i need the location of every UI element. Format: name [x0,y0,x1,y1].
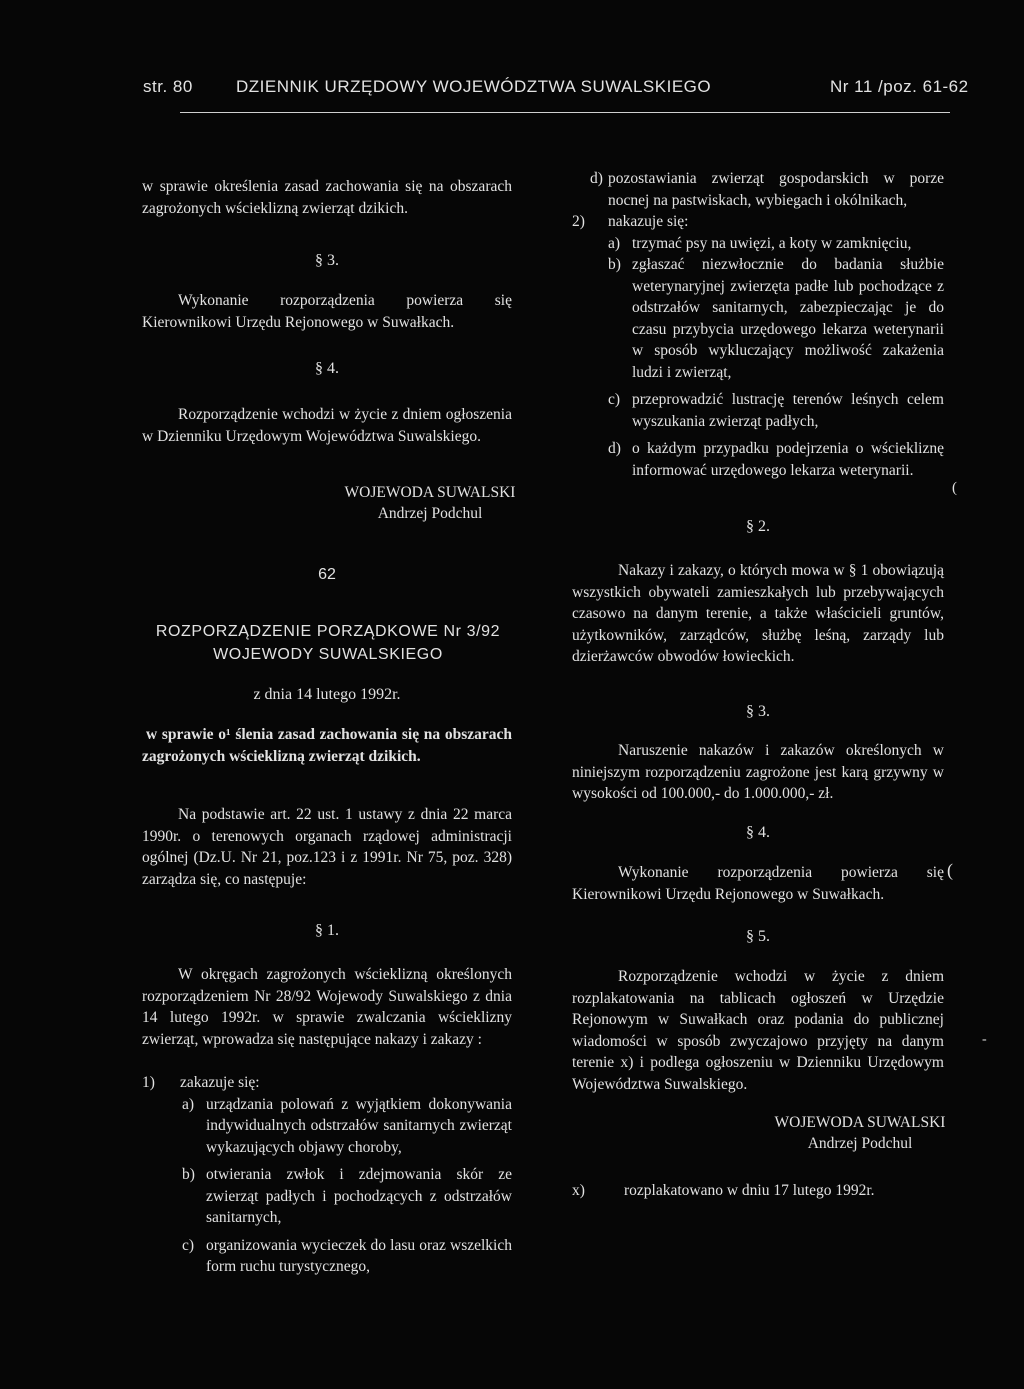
sec2-text: Nakazy i zakazy, o których mowa w § 1 obowiązują wszystkich obywateli zamieszkałych lub przebywających czasowo na danym terenie, a także właścicieli gruntów, użytkowników, zarządców, służbę leśną, zarządy lub dzierżawców obwodów łowieckich. [572,562,944,665]
act-title-line1: ROZPORZĄDZENIE PORZĄDKOWE Nr 3/92 [155,623,501,640]
item2-c-label: c) [608,391,621,408]
item1-d-label: d) [590,170,603,187]
footnote-label: x) [572,1182,585,1199]
issue-number: Nr 11 /poz. 61-62 [830,77,969,96]
journal-title: DZIENNIK URZĘDOWY WOJEWÓDZTWA SUWALSKIEGO [236,77,712,96]
sec1-heading: § 1. [315,922,339,939]
margin-mark-3: - [982,1032,987,1047]
item1-a-text: urządzania polowań z wyjątkiem dokonywania indywidualnych odstrzałów sanitarnych zwierząt wykazujących objawy choroby, [206,1095,512,1156]
act-subject: w sprawie o¹ ślenia zasad zachowania się na obszarach zagrożonych wścieklizną zwierząt dzikich. [142,726,512,765]
item1 [142,1072,512,1094]
item1-list [142,1072,512,1278]
left-sec3-text: Wykonanie rozporządzenia powierza się Kierownikowi Urzędu Rejonowego w Suwałkach. [142,292,512,331]
sec5-heading: § 5. [746,928,770,945]
footnote-item [572,1180,944,1202]
margin-mark-1: ( [952,480,957,496]
item2-d-text: o każdym przypadku podejrzenia o wściekliznę informować urzędowego lekarza weterynarii. [632,440,944,479]
item2-a [572,233,944,255]
item2-d [572,438,944,481]
item1-a-label: a) [182,1095,195,1113]
header-rule [180,112,950,113]
item1-d-text: pozostawiania zwierząt gospodarskich w porze nocnej na pastwiskach, wybiegach i okólnikach, [608,170,944,209]
item1-a [142,1094,512,1159]
item1-b-label: b) [182,1166,195,1183]
item2-c-text: przeprowadzić lustrację terenów leśnych celem wyszukania zwierząt padłych, [632,391,944,430]
item2-b-label: b) [608,256,621,273]
item1-d [572,168,944,211]
left-signature [300,482,560,524]
item2-a-label: a) [608,234,621,252]
item2-a-text: trzymać psy na uwięzi, a koty w zamknięciu, [632,234,912,252]
sec5-text: Rozporządzenie wchodzi w życie z dniem rozplakatowania na tablicach ogłoszeń w Urzędzie Rejonowym w Suwałkach oraz podania do publicznej wiadomości w sposób zwyczajowo przyjęty na danym terenie x) i podlega ogłoszeniu w Dzienniku Urzędowym Województwa Suwalskiego. [572,968,944,1093]
signature-title: WOJEWODA SUWALSKI [774,1114,946,1131]
signature-name: Andrzej Podchul [807,1135,913,1152]
intro-text: w sprawie określenia zasad zachowania się na obszarach zagrożonych wścieklizną zwierząt dzikich. [142,178,512,217]
sec4-text: Wykonanie rozporządzenia powierza się Kierownikowi Urzędu Rejonowego w Suwałkach. [572,864,944,903]
item2-b-text: zgłaszać niezwłocznie do badania służbie weterynaryjnej zwierzęta padłe lub pochodzące z odstrzałów sanitarnych, zabezpieczając je do czasu przybycia urzędowego lekarza weterynarii w sposób wykluczający możliwość zakażenia ludzi i zwierząt, [632,256,944,381]
right-list [572,168,944,481]
margin-mark-2: ( [947,860,953,880]
item1-b [142,1164,512,1229]
left-sec4-text: Rozporządzenie wchodzi w życie z dniem ogłoszenia w Dzienniku Urzędowym Województwa Suwalskiego. [142,406,512,445]
item1-c-text: organizowania wycieczek do lasu oraz wszelkich form ruchu turystycznego, [206,1236,512,1275]
signature-title: WOJEWODA SUWALSKI [344,484,516,501]
item1-text: zakazuje się: [180,1074,260,1091]
item2-c [572,389,944,432]
item2 [572,211,944,233]
item1-c-label: c) [182,1236,195,1254]
act-title [118,620,538,666]
footnote [572,1180,944,1202]
footnote-text: rozplakatowano w dniu 17 lutego 1992r. [624,1182,875,1199]
item2-text: nakazuje się: [608,213,689,230]
left-sec3-heading: § 3. [315,252,339,269]
right-signature [740,1112,980,1154]
act-date: z dnia 14 lutego 1992r. [253,686,401,703]
item1-label: 1) [142,1074,155,1091]
act-number: 62 [318,566,336,583]
sec4-heading: § 4. [746,824,770,841]
sec3-text: Naruszenie nakazów i zakazów określonych w niniejszym rozporządzeniu zagrożone jest karą grzywny w wysokości od 100.000,- do 1.000.000,- zł. [572,742,944,802]
left-sec4-heading: § 4. [315,360,339,377]
legal-basis: Na podstawie art. 22 ust. 1 ustawy z dnia 22 marca 1990r. o terenowych organach rządowej administracji ogólnej (Dz.U. Nr 21, poz.123 i z 1991r. Nr 75, poz. 328) zarządza się, co następuje: [142,806,512,888]
page-number: str. 80 [143,77,193,96]
item2-label: 2) [572,213,585,230]
item1-b-text: otwierania zwłok i zdejmowania skór ze zwierząt padłych i pochodzących z odstrzałów sanitarnych, [206,1166,512,1226]
item2-d-label: d) [608,440,621,457]
act-title-line2: WOJEWODY SUWALSKIEGO [213,646,443,663]
sec1-text: W okręgach zagrożonych wścieklizną określonych rozporządzeniem Nr 28/92 Wojewody Suwalskiego z dnia 14 lutego 1992r. w sprawie zwalczania wścieklizny zwierząt, wprowadza się następujące nakazy i zakazy : [142,966,512,1048]
sec2-heading: § 2. [746,518,770,535]
sec3-heading: § 3. [746,703,770,720]
signature-name: Andrzej Podchul [377,505,483,522]
item2-b [572,254,944,383]
item1-c [142,1235,512,1278]
